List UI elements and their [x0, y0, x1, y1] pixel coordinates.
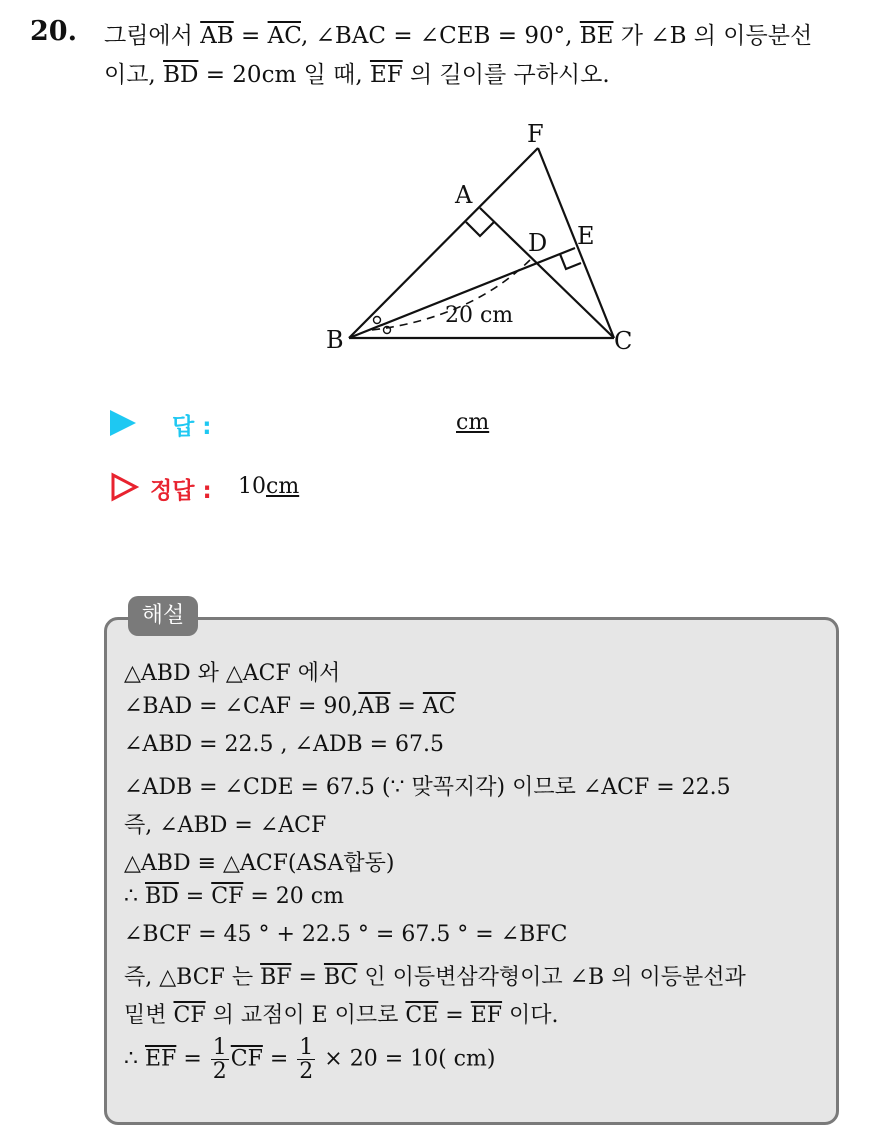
- question-line-2: 이고, $\overline{BD} = 20cm$ 일 때, $\overline{EF}$ 의 길이를 구하시오.: [104, 62, 610, 88]
- solution-line-9: 즉, △BCF 는 $\overline{BF} = \overline{BC}$ 인 이등변삼각형이고 ∠B 의 이등분선과: [124, 965, 746, 990]
- right-angle-E: [560, 254, 581, 269]
- label-A: A: [455, 181, 473, 209]
- right-angle-A: [466, 222, 494, 236]
- solution-line-10: 밑변 $\overline{CF}$ 의 교점이 E 이므로 $\overline{CE} = \overline{EF}$ 이다.: [124, 1003, 559, 1028]
- solution-line-1: △ABD 와 △ACF 에서: [124, 661, 341, 686]
- label-length-20cm: 20 cm: [445, 303, 514, 328]
- label-F: F: [527, 120, 544, 148]
- solution-line-4: ∠ADB = ∠CDE = 67.5 (∵ 맞꼭지각) 이므로 ∠ACF = 22.5: [124, 775, 731, 800]
- label-E: E: [577, 222, 595, 250]
- triangle-figure: [0, 0, 884, 400]
- question-number: 20.: [30, 16, 77, 47]
- question-line-1: 그림에서 $\overline{AB} = \overline{AC}$, ∠BAC = ∠CEB = 90°, $\overline{BE}$ 가 ∠B 의 이등분선: [104, 23, 813, 49]
- label-C: C: [614, 327, 633, 355]
- angle-mark-1: [374, 317, 381, 324]
- correct-arrow-icon: [110, 472, 140, 502]
- answer-arrow-icon: [110, 410, 136, 436]
- solution-line-8: ∠BCF = 45 ° + 22.5 ° = 67.5 ° = ∠BFC: [124, 922, 568, 947]
- correct-value: 10cm: [238, 474, 300, 499]
- solution-line-6: △ABD ≡ △ACF(ASA합동): [124, 851, 395, 876]
- answer-label: 답 :: [172, 414, 212, 440]
- fraction-one-half: $\frac{1}{2}$: [212, 1035, 227, 1085]
- label-B: B: [326, 326, 344, 354]
- answer-unit: cm: [456, 410, 490, 435]
- solution-tab: 해설: [128, 596, 198, 636]
- solution-line-2: ∠BAD = ∠CAF = $90,\overline{AB} = \overline{AC}$: [124, 694, 456, 719]
- solution-line-7: ∴ $\overline{BD} = \overline{CF} = 20$ cm: [124, 884, 344, 909]
- solution-line-11: ∴ $\overline{EF}$ = $\frac{1}{2}$ $\overline{CF}$ = $\frac{1}{2}$ × 20 = 10( cm): [124, 1035, 496, 1085]
- correct-label: 정답 :: [150, 478, 212, 504]
- segment-FC: [538, 148, 614, 338]
- label-D: D: [528, 229, 548, 257]
- fraction-one-half-2: $\frac{1}{2}$: [299, 1035, 314, 1085]
- solution-line-5: 즉, ∠ABD = ∠ACF: [124, 813, 327, 838]
- solution-line-3: ∠ABD = 22.5 , ∠ADB = 67.5: [124, 732, 445, 757]
